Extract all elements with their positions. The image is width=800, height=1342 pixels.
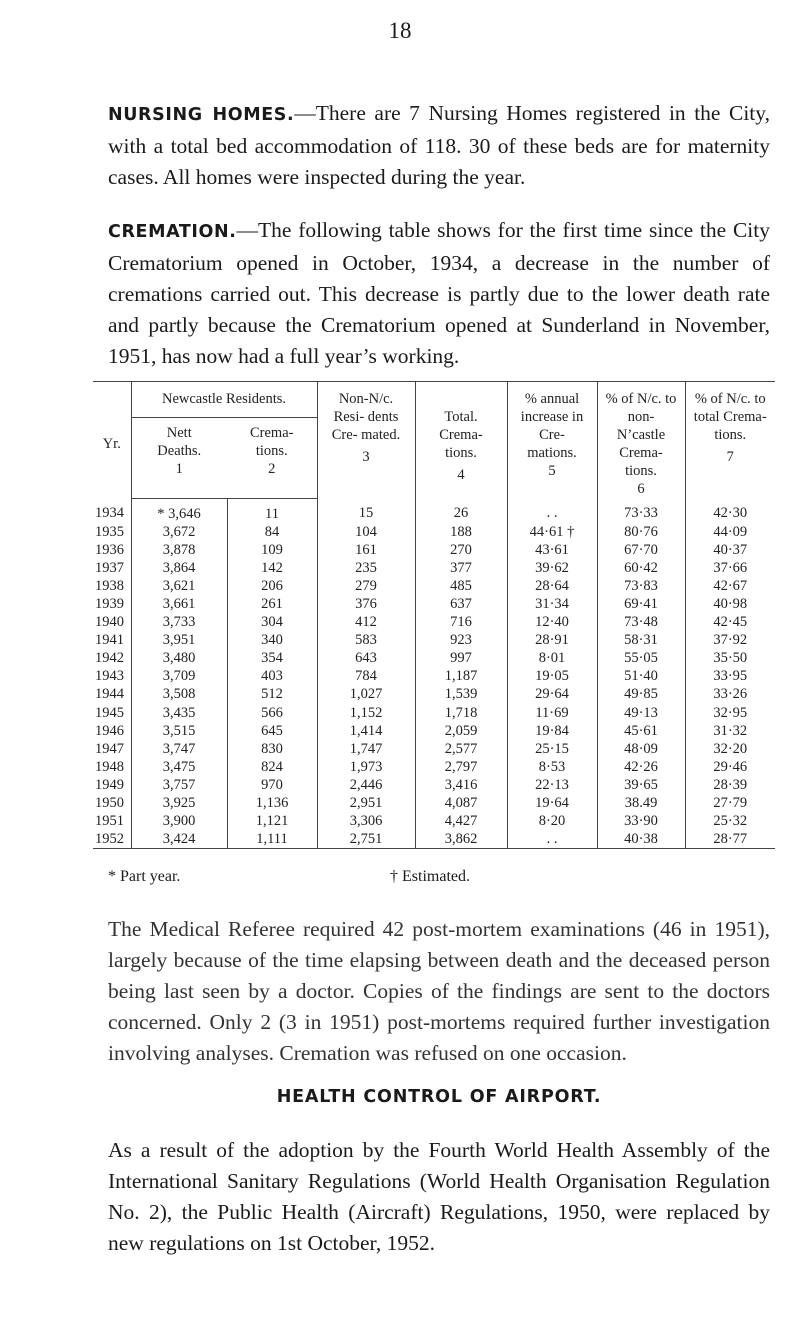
cell-pct-nc-to-total: 42·67: [685, 577, 775, 595]
table-row: [93, 613, 775, 631]
cell-pct-annual-increase: 19·05: [507, 667, 597, 685]
cell-yr: 1940: [95, 614, 124, 631]
header-nett-deaths-label: Nett Deaths.: [157, 425, 202, 460]
cell-pct-nc-to-non: 58·31: [597, 631, 685, 649]
cell-nett-deaths: 3,424: [131, 830, 227, 849]
header-non-nc: [317, 382, 415, 499]
cell-nett-deaths: * 3,646: [131, 498, 227, 523]
cell-non-nc-cremated: 1,973: [317, 758, 415, 776]
table-row: [93, 685, 775, 703]
header-col-num-7: 7: [726, 449, 734, 465]
cell-cremations: 970: [227, 776, 317, 794]
nursing-homes-text: —There are 7 Nursing Homes registered in the City, with a total bed accommodation of 118. 30 of these beds are for maternity cases. All homes were inspected during the year.: [108, 101, 771, 189]
cell-nett-deaths: 3,480: [131, 649, 227, 667]
cell-pct-nc-to-total: 32·95: [685, 704, 775, 722]
cell-pct-nc-to-non: 33·90: [597, 812, 685, 830]
cell-pct-annual-increase: 19·84: [507, 722, 597, 740]
cell-total-cremations: 4,427: [415, 812, 507, 830]
cell-total-cremations: 2,577: [415, 740, 507, 758]
table-row: [93, 631, 775, 649]
cell-non-nc-cremated: 583: [317, 631, 415, 649]
cell-cremations: 11: [227, 498, 317, 523]
cell-non-nc-cremated: 1,414: [317, 722, 415, 740]
cell-cremations: 1,111: [227, 830, 317, 849]
cell-yr: 1950: [95, 795, 124, 812]
header-col-num-3: 3: [362, 449, 370, 465]
table-row: [93, 595, 775, 613]
cell-cremations: 1,121: [227, 812, 317, 830]
cell-cremations: 645: [227, 722, 317, 740]
header-pct-total: [685, 382, 775, 499]
cell-pct-nc-to-non: 49·13: [597, 704, 685, 722]
cell-pct-nc-to-non: 60·42: [597, 559, 685, 577]
cell-non-nc-cremated: 104: [317, 523, 415, 541]
cell-cremations: 340: [227, 631, 317, 649]
table-row: [93, 704, 775, 722]
cell-yr: 1943: [95, 668, 124, 685]
header-col-num-5: 5: [548, 463, 556, 479]
table-row: [93, 559, 775, 577]
cell-pct-nc-to-non: 80·76: [597, 523, 685, 541]
cell-pct-nc-to-total: 33·95: [685, 667, 775, 685]
cell-pct-nc-to-total: 32·20: [685, 740, 775, 758]
cell-total-cremations: 188: [415, 523, 507, 541]
cell-yr: 1938: [95, 577, 124, 594]
table-row: [93, 541, 775, 559]
cell-pct-nc-to-non: 73·48: [597, 613, 685, 631]
cell-non-nc-cremated: 1,747: [317, 740, 415, 758]
cell-pct-nc-to-total: 28·77: [685, 830, 775, 849]
cell-nett-deaths: 3,709: [131, 667, 227, 685]
cell-yr: 1948: [95, 758, 124, 775]
header-col-num-6: 6: [637, 481, 645, 497]
cell-pct-annual-increase: 29·64: [507, 685, 597, 703]
cell-yr: 1937: [95, 559, 124, 576]
table-row: [93, 830, 775, 849]
header-cremations-label: Crema- tions.: [250, 425, 294, 460]
table-row: [93, 794, 775, 812]
cell-non-nc-cremated: 235: [317, 559, 415, 577]
cell-total-cremations: 2,797: [415, 758, 507, 776]
header-pct-annual-label: % annual increase in Cre- mations.: [520, 391, 584, 461]
cell-nett-deaths: 3,864: [131, 559, 227, 577]
cell-nett-deaths: 3,435: [131, 704, 227, 722]
cell-pct-annual-increase: 8·20: [507, 812, 597, 830]
cell-yr: 1941: [95, 632, 124, 649]
table-row: [93, 812, 775, 830]
cell-pct-nc-to-non: 51·40: [597, 667, 685, 685]
cell-cremations: 824: [227, 758, 317, 776]
cell-pct-nc-to-total: 33·26: [685, 685, 775, 703]
cell-pct-nc-to-non: 42·26: [597, 758, 685, 776]
cell-pct-nc-to-total: 31·32: [685, 722, 775, 740]
table-row: [93, 758, 775, 776]
nursing-homes-heading: NURSING HOMES.: [108, 105, 295, 125]
cell-yr: 1945: [95, 704, 124, 721]
header-pct-annual: [507, 382, 597, 499]
cremation-paragraph: [108, 215, 770, 372]
cell-pct-nc-to-total: 42·45: [685, 613, 775, 631]
cell-non-nc-cremated: 2,446: [317, 776, 415, 794]
cell-non-nc-cremated: 161: [317, 541, 415, 559]
cell-cremations: 354: [227, 649, 317, 667]
cell-total-cremations: 1,539: [415, 685, 507, 703]
table-row: [93, 776, 775, 794]
cell-pct-nc-to-total: 37·92: [685, 631, 775, 649]
cell-pct-nc-to-non: 73·33: [597, 498, 685, 523]
cell-pct-annual-increase: 39·62: [507, 559, 597, 577]
cell-nett-deaths: 3,747: [131, 740, 227, 758]
cell-pct-annual-increase: 28·91: [507, 631, 597, 649]
header-newcastle-residents: Newcastle Residents.: [131, 382, 317, 418]
cell-nett-deaths: 3,878: [131, 541, 227, 559]
header-nett-deaths: [131, 418, 227, 498]
cell-yr: 1952: [93, 830, 131, 849]
cell-non-nc-cremated: 412: [317, 613, 415, 631]
cell-cremations: 403: [227, 667, 317, 685]
footnote-estimated: † Estimated.: [390, 868, 470, 885]
cell-pct-nc-to-non: 49·85: [597, 685, 685, 703]
cell-nett-deaths: 3,621: [131, 577, 227, 595]
header-pct-non-label: % of N/c. to non- N’castle Crema- tions.: [605, 391, 677, 479]
cell-non-nc-cremated: 1,027: [317, 685, 415, 703]
cell-yr: 1935: [95, 523, 124, 540]
cremation-text: —The following table shows for the first time since the City Crematorium opened in October, 1934, a decrease in the number of cremations carried out. This decrease is partly due to the lower death rate and partly because the Crematorium opened at Sunderland in November, 1951, has now had a full year’s working.: [108, 218, 770, 368]
cell-pct-nc-to-non: 67·70: [597, 541, 685, 559]
cell-non-nc-cremated: 376: [317, 595, 415, 613]
cell-pct-nc-to-non: 39·65: [597, 776, 685, 794]
cell-cremations: 206: [227, 577, 317, 595]
cell-yr: 1946: [95, 722, 124, 739]
header-col-num-2: 2: [268, 461, 276, 478]
cell-nett-deaths: 3,475: [131, 758, 227, 776]
cell-pct-annual-increase: 19·64: [507, 794, 597, 812]
cell-cremations: 261: [227, 595, 317, 613]
cell-total-cremations: 270: [415, 541, 507, 559]
cell-total-cremations: 377: [415, 559, 507, 577]
cell-pct-annual-increase: 12·40: [507, 613, 597, 631]
cell-pct-nc-to-total: 40·98: [685, 595, 775, 613]
cell-pct-annual-increase: 11·69: [507, 704, 597, 722]
table-row: [93, 498, 775, 523]
cell-pct-nc-to-non: 69·41: [597, 595, 685, 613]
cell-cremations: 830: [227, 740, 317, 758]
header-non-nc-label: Non-N/c. Resi- dents Cre- mated.: [331, 391, 401, 443]
cell-total-cremations: 637: [415, 595, 507, 613]
cell-nett-deaths: 3,515: [131, 722, 227, 740]
cell-total-cremations: 2,059: [415, 722, 507, 740]
footnote-part-year: * Part year.: [108, 868, 181, 885]
cell-pct-annual-increase: 8·53: [507, 758, 597, 776]
airport-paragraph: As a result of the adoption by the Fourth World Health Assembly of the International Sanitary Regulations (World Health Organisation Regulation No. 2), the Public Health (Aircraft) Regulations, 1950, were replaced by new regulations on 1st October, 1952.: [108, 1138, 770, 1255]
cell-total-cremations: 1,718: [415, 704, 507, 722]
table-row: [93, 722, 775, 740]
cell-total-cremations: 4,087: [415, 794, 507, 812]
header-pct-total-label: % of N/c. to total Crema- tions.: [693, 391, 767, 443]
table-row: [93, 523, 775, 541]
cell-total-cremations: 997: [415, 649, 507, 667]
cell-non-nc-cremated: 1,152: [317, 704, 415, 722]
cell-yr: 1934: [95, 505, 124, 522]
cell-pct-nc-to-non: 40·38: [597, 830, 685, 849]
cell-total-cremations: 3,416: [415, 776, 507, 794]
cell-cremations: 566: [227, 704, 317, 722]
cell-pct-nc-to-total: 25·32: [685, 812, 775, 830]
cell-cremations: 109: [227, 541, 317, 559]
cell-pct-annual-increase: 8·01: [507, 649, 597, 667]
cell-pct-nc-to-total: 28·39: [685, 776, 775, 794]
cell-nett-deaths: 3,925: [131, 794, 227, 812]
cell-total-cremations: 716: [415, 613, 507, 631]
header-pct-non: [597, 382, 685, 499]
cell-pct-annual-increase: 31·34: [507, 595, 597, 613]
cell-non-nc-cremated: 15: [317, 498, 415, 523]
cell-total-cremations: 3,862: [415, 830, 507, 849]
cell-nett-deaths: 3,672: [131, 523, 227, 541]
cell-total-cremations: 26: [415, 498, 507, 523]
cell-non-nc-cremated: 2,951: [317, 794, 415, 812]
cell-non-nc-cremated: 643: [317, 649, 415, 667]
cell-pct-nc-to-total: 29·46: [685, 758, 775, 776]
cell-pct-nc-to-non: 55·05: [597, 649, 685, 667]
cell-nett-deaths: 3,900: [131, 812, 227, 830]
cell-cremations: 512: [227, 685, 317, 703]
cell-total-cremations: 923: [415, 631, 507, 649]
nursing-homes-paragraph: [108, 98, 770, 193]
cell-pct-nc-to-total: 27·79: [685, 794, 775, 812]
cell-pct-nc-to-non: 73·83: [597, 577, 685, 595]
cell-pct-nc-to-non: 45·61: [597, 722, 685, 740]
header-yr: Yr.: [93, 382, 131, 499]
cell-pct-nc-to-total: 35·50: [685, 649, 775, 667]
table-row: [93, 667, 775, 685]
cell-non-nc-cremated: 3,306: [317, 812, 415, 830]
cell-yr: 1939: [95, 596, 124, 613]
table-body: [93, 498, 775, 849]
cell-pct-annual-increase: 22·13: [507, 776, 597, 794]
header-col-num-4: 4: [457, 467, 465, 483]
table-row: [93, 649, 775, 667]
cell-pct-annual-increase: 44·61 †: [507, 523, 597, 541]
cell-cremations: 304: [227, 613, 317, 631]
cell-pct-nc-to-non: 48·09: [597, 740, 685, 758]
cell-cremations: 84: [227, 523, 317, 541]
medical-referee-paragraph: The Medical Referee required 42 post-mortem examinations (46 in 1951), largely because of the time elapsing between death and the deceased person being last seen by a doctor. Copies of the findings are sent to the doctors concerned. Only 2 (3 in 1951) post-mortems required further investigation involving analyses. Cremation was refused on one occasion.: [108, 917, 770, 1065]
cell-yr: 1942: [95, 650, 124, 667]
cell-yr: 1936: [95, 541, 124, 558]
cell-pct-annual-increase: 43·61: [507, 541, 597, 559]
cell-nett-deaths: 3,757: [131, 776, 227, 794]
table-row: [93, 740, 775, 758]
cell-nett-deaths: 3,951: [131, 631, 227, 649]
cell-cremations: 1,136: [227, 794, 317, 812]
cell-nett-deaths: 3,733: [131, 613, 227, 631]
cell-cremations: 142: [227, 559, 317, 577]
cell-yr: 1947: [95, 740, 124, 757]
header-total: [415, 382, 507, 499]
cell-total-cremations: 485: [415, 577, 507, 595]
cell-pct-annual-increase: 28·64: [507, 577, 597, 595]
cell-pct-annual-increase: . .: [507, 498, 597, 523]
cell-pct-nc-to-total: 44·09: [685, 523, 775, 541]
cell-non-nc-cremated: 784: [317, 667, 415, 685]
cell-pct-nc-to-non: 38.49: [597, 794, 685, 812]
cell-yr: 1949: [95, 776, 124, 793]
header-total-label: Total. Crema- tions.: [439, 409, 483, 461]
cell-nett-deaths: 3,661: [131, 595, 227, 613]
cell-non-nc-cremated: 279: [317, 577, 415, 595]
cell-yr: 1951: [95, 813, 124, 830]
cell-pct-annual-increase: 25·15: [507, 740, 597, 758]
table-row: [93, 577, 775, 595]
cell-total-cremations: 1,187: [415, 667, 507, 685]
header-col-num-1: 1: [175, 461, 183, 478]
cremation-heading: CREMATION.: [108, 222, 237, 242]
cell-pct-annual-increase: . .: [507, 830, 597, 849]
airport-heading: HEALTH CONTROL OF AIRPORT.: [276, 1087, 602, 1107]
cell-yr: 1944: [95, 686, 124, 703]
cell-pct-nc-to-total: 42·30: [685, 498, 775, 523]
page-number: 18: [388, 18, 412, 43]
cell-pct-nc-to-total: 40·37: [685, 541, 775, 559]
cell-nett-deaths: 3,508: [131, 685, 227, 703]
cell-pct-nc-to-total: 37·66: [685, 559, 775, 577]
cremation-table: [93, 381, 775, 849]
header-cremations: [227, 418, 317, 498]
cell-non-nc-cremated: 2,751: [317, 830, 415, 849]
